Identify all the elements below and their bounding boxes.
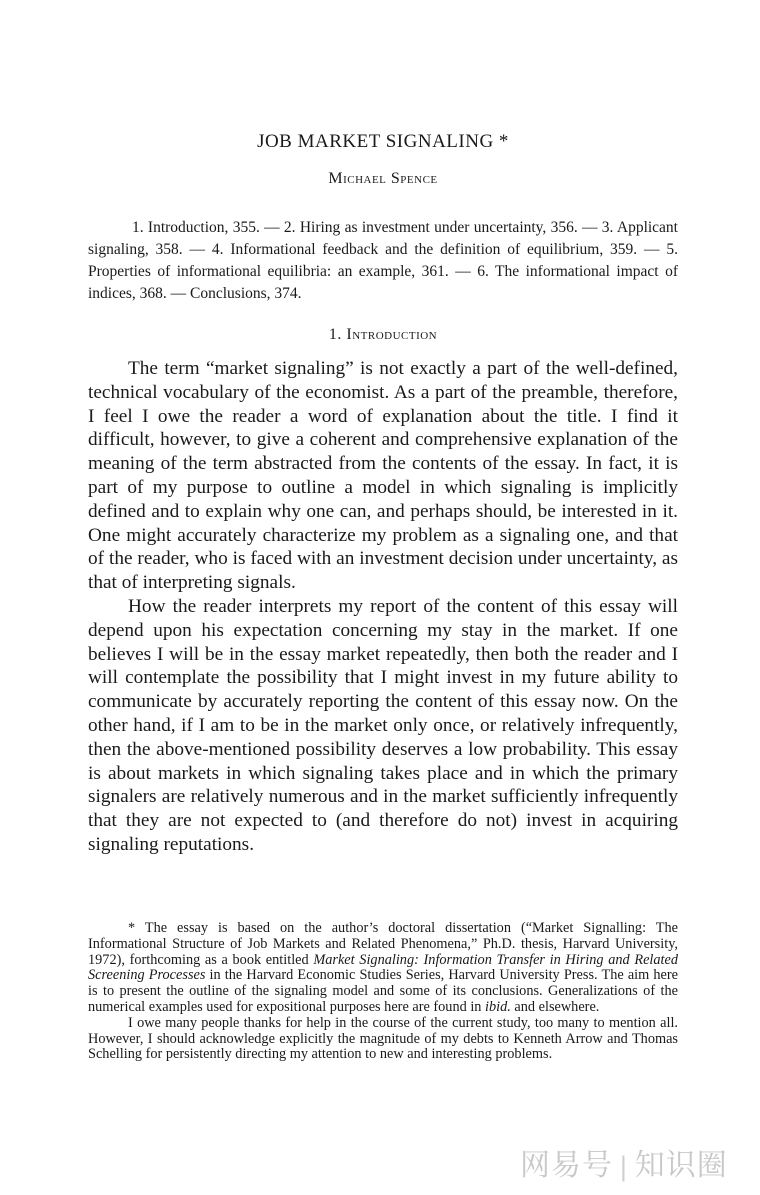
paragraph: How the reader interprets my report of the content of this essay will depend upon his expectation concerning my stay in the market. If one believes I will be in the essay market repeatedly, then both the reader and I will contemplate the possibility that I might invest in my future ability to communicate by accurately reporting the content of this essay now. On the other hand, if I am to be in the market only once, or relatively infrequently, then the above-mentioned possibility deserves a low probability. This essay is about markets in which signaling takes place and in which the primary signalers are relatively numerous and in the market sufficiently infrequently that they are not expected to (and therefore do not) invest in acquiring signaling reputations. <box>88 595 678 855</box>
footnote-paragraph <box>88 921 678 1016</box>
footnote-paragraph: I owe many people thanks for help in the course of the current study, too many to mention all. However, I should acknowledge explicitly the magnitude of my debts to Kenneth Arrow and Thomas Schelling for persistently directing my attention to new and interesting problems. <box>88 1014 678 1063</box>
footnote-text: in the Harvard Economic Studies Series, Harvard University Press. The aim here is to present the outline of the signaling model and some of its conclusions. Generalizations of the numerical examples used for expositional purposes here are found in <box>88 967 678 1015</box>
footnote-text: and elsewhere. <box>510 998 600 1015</box>
paragraph: The term “market signaling” is not exactly a part of the well-defined, technical vocabulary of the economist. As a part of the preamble, therefore, I feel I owe the reader a word of explanation about the title. I find it difficult, however, to give a coherent and comprehensive explanation of the meaning of the term abstracted from the contents of the essay. In fact, it is part of my purpose to outline a model in which signaling is implicitly defined and to explain why one can, and perhaps should, be interested in it. One might accurately characterize my problem as a signaling one, and that of the reader, who is faced with an investment decision under uncertainty, as that of interpreting signals. <box>88 358 678 594</box>
book-title: Market Signaling: Information Transfer in Hiring and Related Screening Processes <box>88 951 679 984</box>
footnote <box>88 921 678 1063</box>
body-text <box>88 357 678 857</box>
footnote-text: * The essay is based on the author’s doctoral dissertation (“Market Signalling: The Informational Structure of Job Markets and Related Phenomena,” Ph.D. thesis, Harvard University, 1972), forthcoming as a book entitled <box>88 920 678 968</box>
watermark-right: 知识圈 <box>634 1148 728 1183</box>
ibid-text: ibid. <box>485 998 511 1015</box>
paper-title: JOB MARKET SIGNALING * <box>257 131 509 152</box>
watermark <box>520 1140 728 1184</box>
watermark-left: 网易号 <box>520 1148 613 1183</box>
watermark-separator: | <box>619 1152 629 1182</box>
author-name: Michael Spence <box>328 170 438 187</box>
table-of-contents: 1. Introduction, 355. — 2. Hiring as investment under uncertainty, 356. — 3. Applicant signaling, 358. — 4. Informational feedback and the definition of equilibrium, 359. — 5. Properties of informational equilibria: an example, 361. — 6. The informational impact of indices, 368. — Conclusions, 374. <box>88 219 678 302</box>
section-heading: 1. Introduction <box>328 326 438 343</box>
